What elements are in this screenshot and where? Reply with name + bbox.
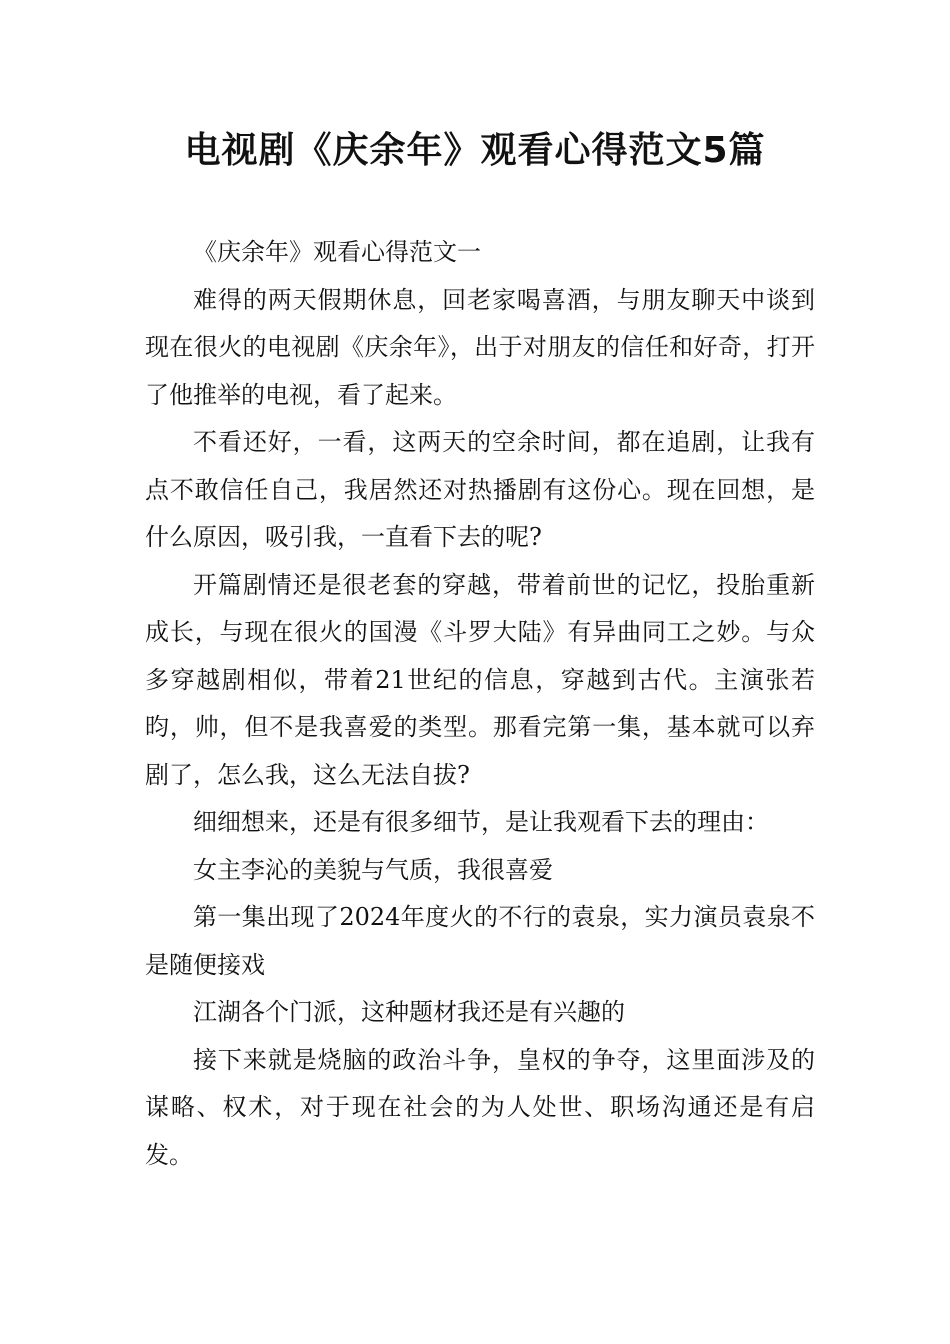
section-heading: 《庆余年》观看心得范文一: [193, 238, 481, 266]
document-body: [145, 229, 815, 1179]
paragraph: 江湖各个门派，这种题材我还是有兴趣的: [193, 998, 625, 1026]
paragraph: 接下来就是烧脑的政治斗争，皇权的争夺，这里面涉及的谋略、权术，对于现在社会的为人处世、职场沟通还是有启发。: [145, 1045, 815, 1169]
document-title: 电视剧《庆余年》观看心得范文5篇: [184, 130, 766, 171]
paragraph: 细细想来，还是有很多细节，是让我观看下去的理由：: [193, 808, 769, 836]
paragraph: 第一集出现了2024年度火的不行的袁泉，实力演员袁泉不是随便接戏: [145, 903, 815, 979]
paragraph: 不看还好，一看，这两天的空余时间，都在追剧，让我有点不敢信任自己，我居然还对热播剧有这份心。现在回想，是什么原因，吸引我，一直看下去的呢?: [145, 428, 815, 551]
paragraph: 开篇剧情还是很老套的穿越，带着前世的记忆，投胎重新成长，与现在很火的国漫《斗罗大陆》有异曲同工之妙。与众多穿越剧相似，带着21世纪的信息，穿越到古代。主演张若昀，帅，但不是我喜爱的类型。那看完第一集，基本就可以弃剧了，怎么我，这么无法自拔?: [145, 570, 815, 789]
paragraph: 难得的两天假期休息，回老家喝喜酒，与朋友聊天中谈到现在很火的电视剧《庆余年》，出于对朋友的信任和好奇，打开了他推举的电视，看了起来。: [145, 285, 815, 409]
paragraph: 女主李沁的美貌与气质，我很喜爱: [193, 855, 553, 884]
